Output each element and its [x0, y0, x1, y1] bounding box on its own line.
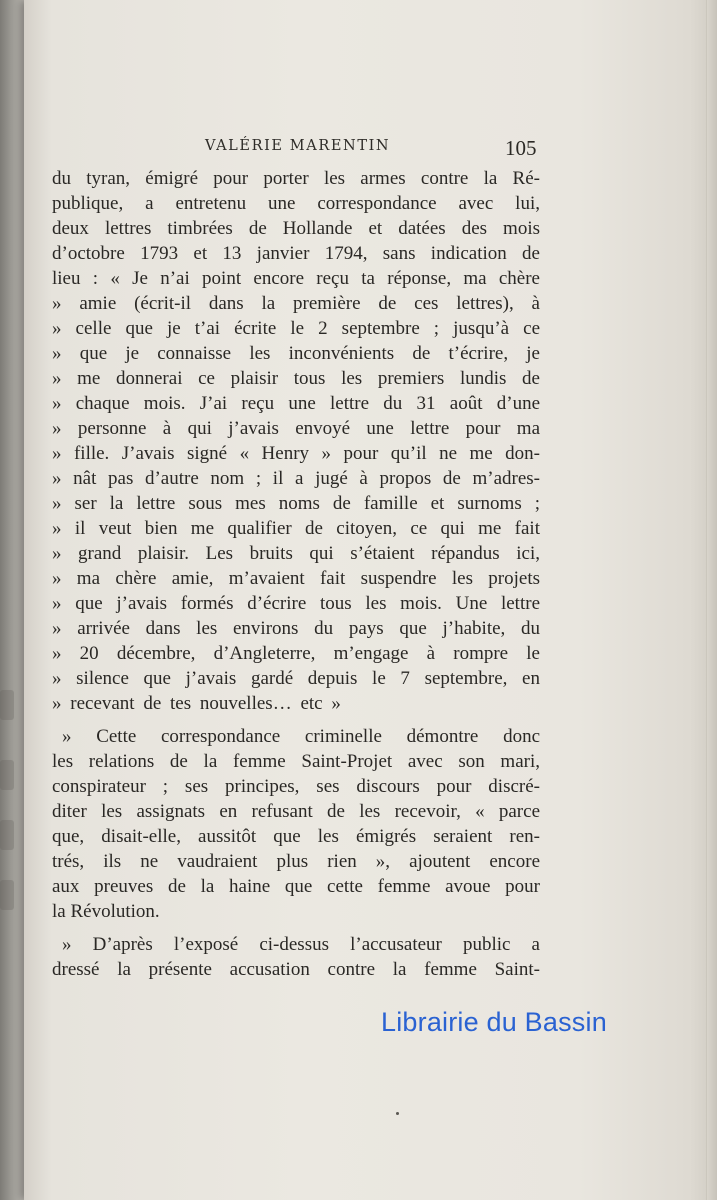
text-line: » ma chère amie, m’avaient fait suspendre les projets [52, 568, 540, 589]
text-line: » D’après l’exposé ci-dessus l’accusateur public a [62, 934, 540, 955]
text-line: » il veut bien me qualifier de citoyen, ce qui me fait [52, 518, 540, 539]
text-line: publique, a entretenu une correspondance avec lui, [52, 193, 540, 214]
margin-mark [0, 880, 14, 910]
text-line: les relations de la femme Saint-Projet avec son mari, [52, 751, 540, 772]
text-line: lieu : « Je n’ai point encore reçu ta réponse, ma chère [52, 268, 540, 289]
text-line: » celle que je t’ai écrite le 2 septembre ; jusqu’à ce [52, 318, 540, 339]
margin-mark [0, 760, 14, 790]
text-line: » arrivée dans les environs du pays que j’habite, du [52, 618, 540, 639]
text-line: » recevant de tes nouvelles… etc » [52, 693, 341, 714]
text-line: dressé la présente accusation contre la femme Saint- [52, 959, 540, 980]
paragraph-1 [52, 166, 540, 716]
text-line: » me donnerai ce plaisir tous les premiers lundis de [52, 368, 540, 389]
paragraph-3 [52, 932, 540, 982]
text-line: » que j’avais formés d’écrire tous les mois. Une lettre [52, 593, 540, 614]
text-line: aux preuves de la haine que cette femme avoue pour [52, 876, 540, 897]
watermark-text: Librairie du Bassin [381, 1007, 607, 1037]
page-number: 105 [505, 136, 537, 160]
text-line: que, disait-elle, aussitôt que les émigrés seraient ren- [52, 826, 540, 847]
margin-mark [0, 690, 14, 720]
text-line: » nât pas d’autre nom ; il a jugé à propos de m’adres- [52, 468, 540, 489]
text-line: conspirateur ; ses principes, ses discours pour discré- [52, 776, 540, 797]
text-line: » chaque mois. J’ai reçu une lettre du 31 août d’une [52, 393, 540, 414]
text-line: » silence que j’avais gardé depuis le 7 septembre, en [52, 668, 540, 689]
text-line: la Révolution. [52, 901, 160, 922]
text-line: » Cette correspondance criminelle démontre donc [62, 726, 540, 747]
margin-mark [0, 820, 14, 850]
paper-speck [396, 1112, 399, 1115]
text-line: d’octobre 1793 et 13 janvier 1794, sans indication de [52, 243, 540, 264]
text-line: » fille. J’avais signé « Henry » pour qu’il ne me don- [52, 443, 540, 464]
text-line: » grand plaisir. Les bruits qui s’étaient répandus ici, [52, 543, 540, 564]
text-line: » 20 décembre, d’Angleterre, m’engage à rompre le [52, 643, 540, 664]
text-line: diter les assignats en refusant de les recevoir, « parce [52, 801, 540, 822]
text-line: du tyran, émigré pour porter les armes contre la Ré- [52, 168, 540, 189]
text-line: » ser la lettre sous mes noms de famille et surnoms ; [52, 493, 540, 514]
running-title: VALÉRIE MARENTIN [205, 138, 391, 154]
page-header [0, 136, 717, 166]
page-edge [706, 0, 717, 1200]
text-line: trés, ils ne vaudraient plus rien », ajoutent encore [52, 851, 540, 872]
paragraph-2 [52, 724, 540, 924]
text-line: » que je connaisse les inconvénients de t’écrire, je [52, 343, 540, 364]
book-gutter-left [0, 0, 24, 1200]
text-line: » personne à qui j’avais envoyé une lettre pour ma [52, 418, 540, 439]
text-line: deux lettres timbrées de Hollande et datées des mois [52, 218, 540, 239]
body-text [52, 166, 540, 982]
text-line: » amie (écrit-il dans la première de ces lettres), à [52, 293, 540, 314]
